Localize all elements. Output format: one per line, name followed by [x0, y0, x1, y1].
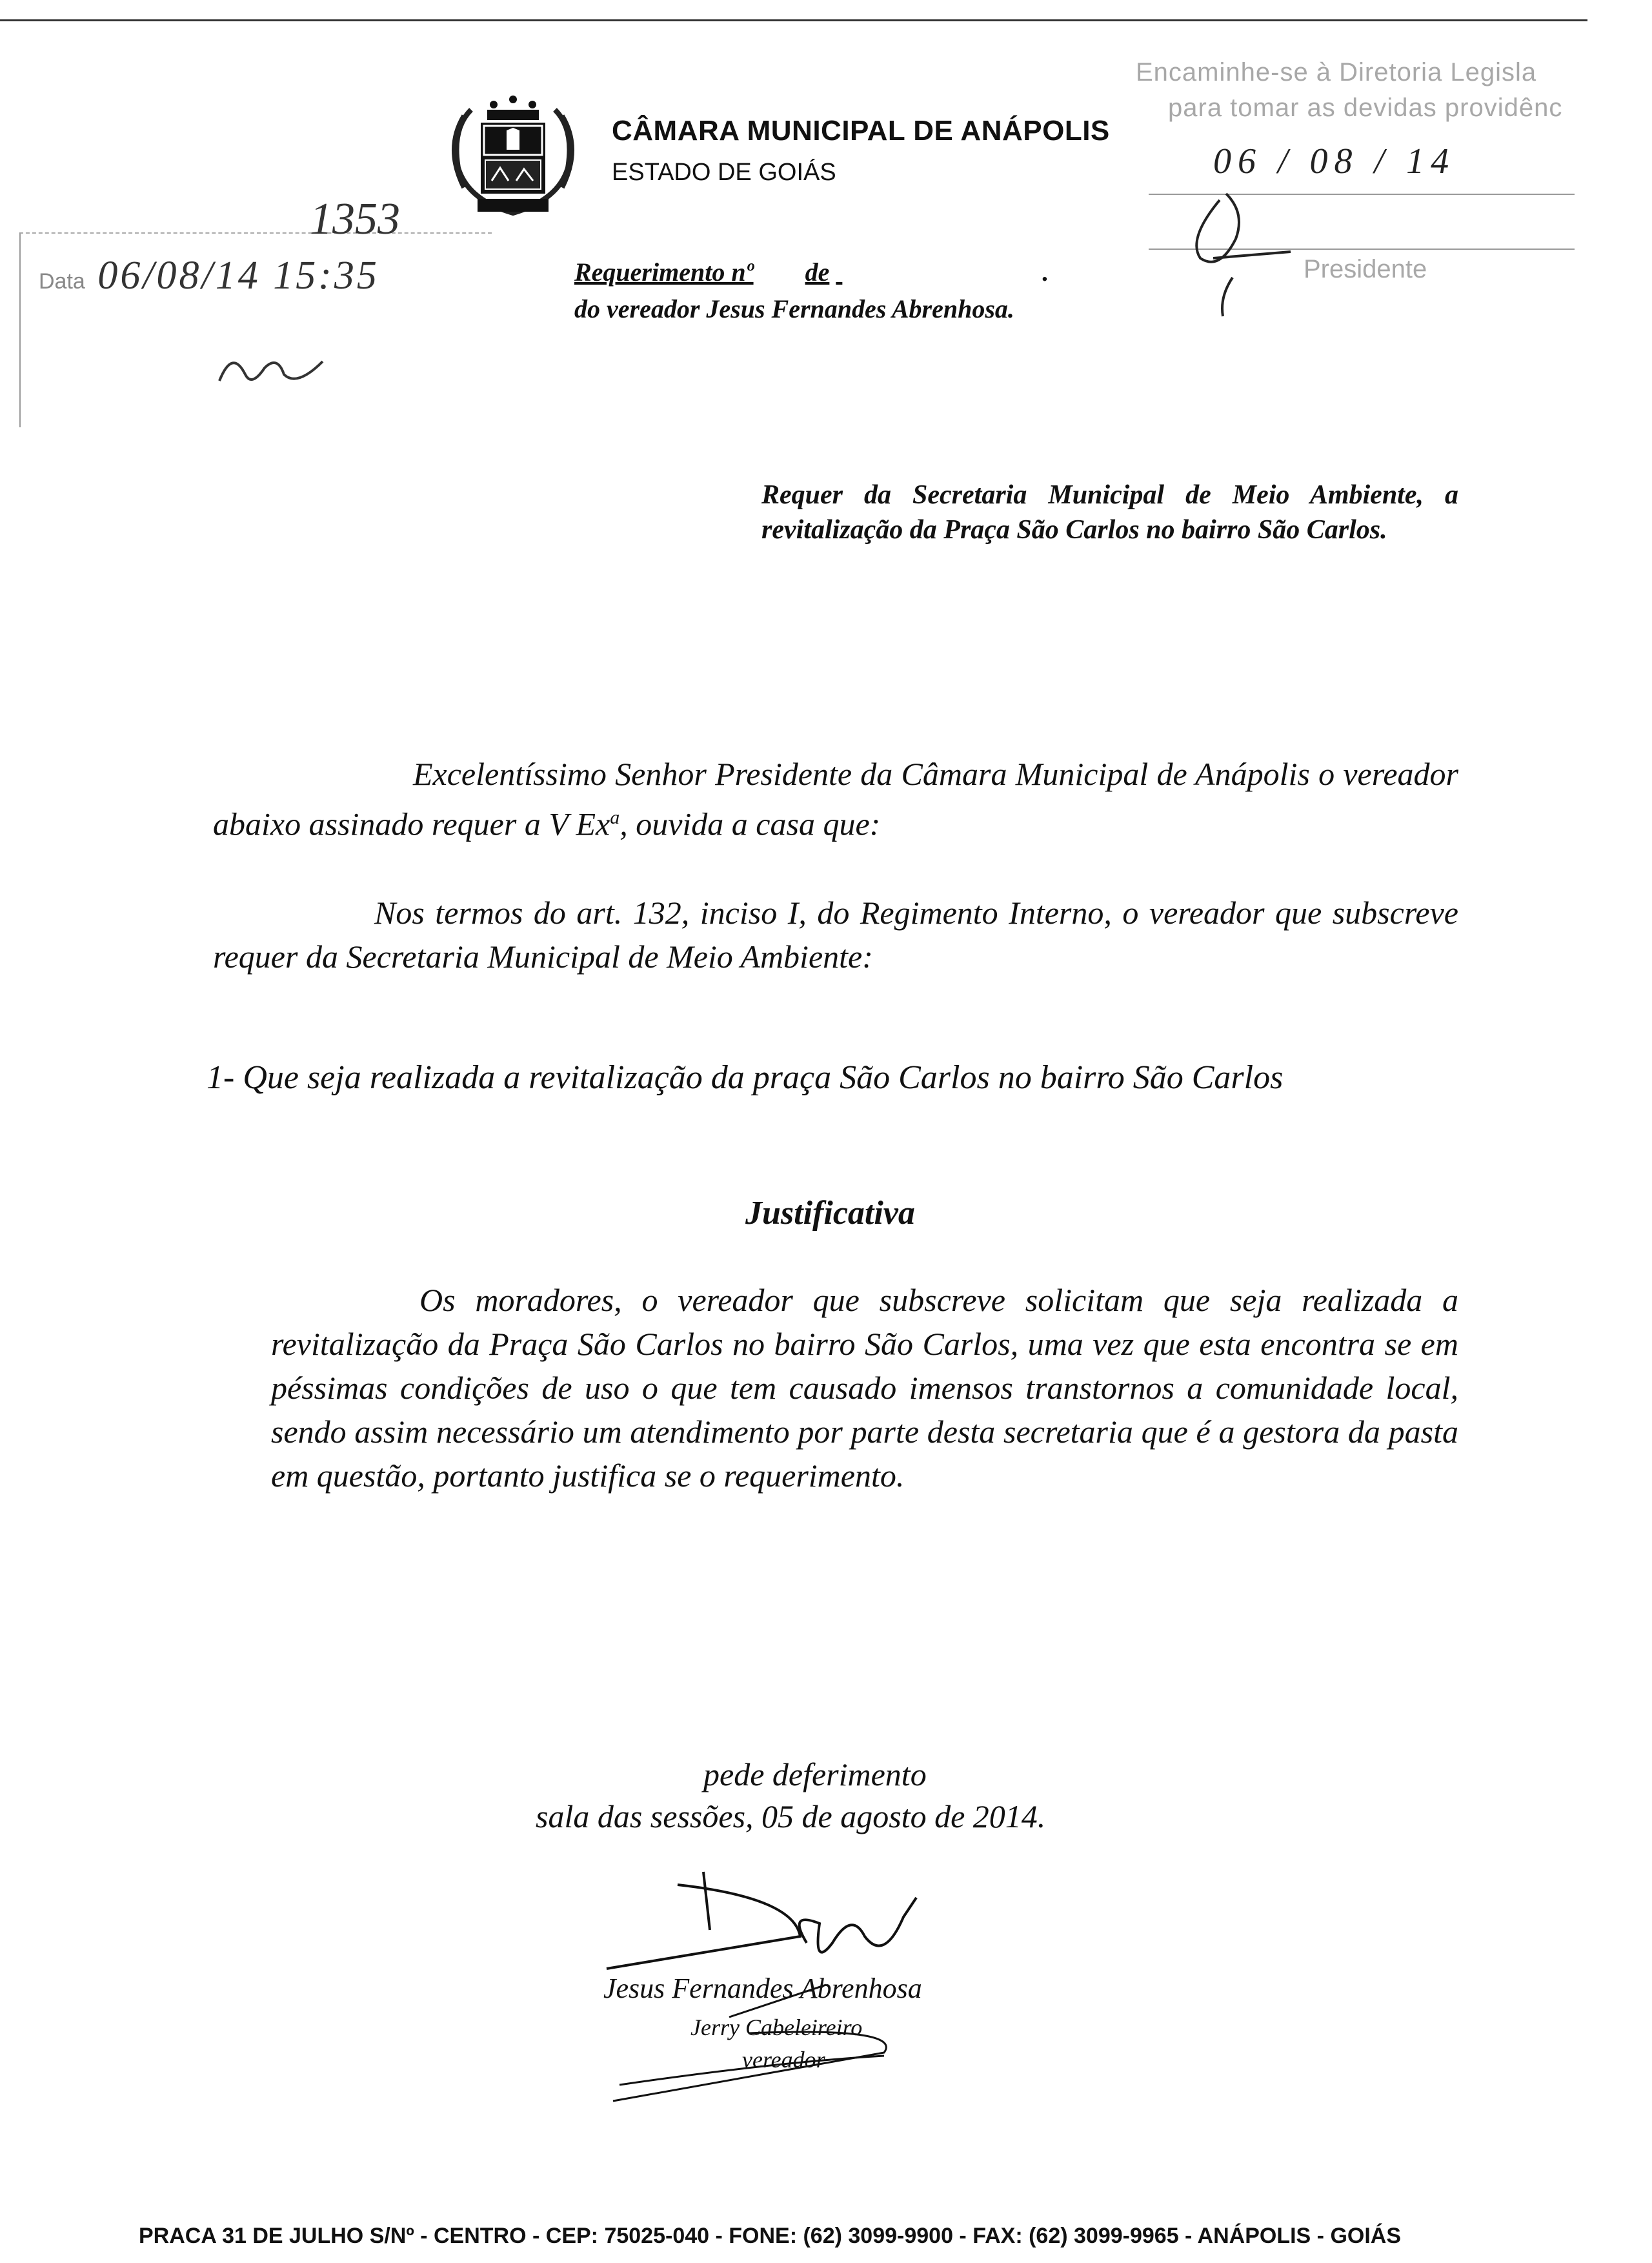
- signatory-alias: Jerry Cabeleireiro: [690, 2014, 863, 2040]
- coat-of-arms-icon: [445, 90, 581, 219]
- footer-address: PRACA 31 DE JULHO S/Nº - CENTRO - CEP: 75025-040 - FONE: (62) 3099-9900 - FAX: (62) 3099-9965 - ANÁPOLIS - GOIÁS: [139, 2224, 1402, 2248]
- protocol-date-label: Data: [39, 269, 85, 294]
- address-paragraph: [213, 752, 1458, 846]
- address-tail: , ouvida a casa que:: [620, 806, 881, 842]
- closing-line2: sala das sessões, 05 de agosto de 2014.: [536, 1798, 1046, 1834]
- terms-paragraph: Nos termos do art. 132, inciso I, do Regimento Interno, o vereador que subscreve requer da Secretaria Municipal de Meio Ambiente:: [213, 895, 1458, 975]
- request-title: Requerimento nº de .: [574, 258, 1049, 287]
- request-number-label: Requerimento nº: [574, 258, 754, 287]
- request-author: do vereador Jesus Fernandes Abrenhosa.: [574, 294, 1014, 323]
- protocol-number: 1353: [310, 194, 400, 244]
- forward-stamp-line1: Encaminhe-se à Diretoria Legisla: [1136, 58, 1537, 86]
- justification-title: Justificativa: [745, 1195, 915, 1232]
- request-item-1: 1- Que seja realizada a revitalização da praça São Carlos no bairro São Carlos: [206, 1059, 1284, 1096]
- institution-state: ESTADO DE GOIÁS: [612, 159, 836, 186]
- forward-stamp-line2: para tomar as devidas providênc: [1168, 94, 1563, 122]
- forward-stamp-date: 06 / 08 / 14: [1213, 141, 1456, 181]
- president-label: Presidente: [1304, 255, 1427, 283]
- top-rule: [0, 19, 1587, 21]
- justification-text: Os moradores, o vereador que subscreve solicitam que seja realizada a revitalização da Praça São Carlos no bairro São Carlos, uma vez que esta encontra se em péssimas condições de uso o que tem causado imensos transtornos a comunidade local, sendo assim necessário um atendimento por parte desta secretaria que é a gestora da pasta em questão, portanto justifica se o requerimento.: [271, 1282, 1458, 1494]
- request-summary: Requer da Secretaria Municipal de Meio Ambiente, a revitalização da Praça São Carlos no bairro São Carlos.: [761, 480, 1458, 545]
- protocol-initials: [206, 336, 361, 400]
- address-text: Excelentíssimo Senhor Presidente da Câmara Municipal de Anápolis o vereador abaixo assinado requer a V Ex: [213, 756, 1458, 842]
- president-initials: [1174, 161, 1316, 323]
- protocol-date-value: 06/08/14 15:35: [97, 254, 379, 298]
- request-de-label: de: [805, 258, 830, 287]
- closing-line1: pede deferimento: [703, 1756, 927, 1792]
- protocol-date: [39, 253, 379, 299]
- address-superscript: a: [610, 807, 620, 828]
- signatory-name: Jesus Fernandes Abrenhosa: [603, 1973, 922, 2004]
- institution-name: CÂMARA MUNICIPAL DE ANÁPOLIS: [612, 115, 1110, 147]
- signatory-role: vereador: [742, 2047, 825, 2073]
